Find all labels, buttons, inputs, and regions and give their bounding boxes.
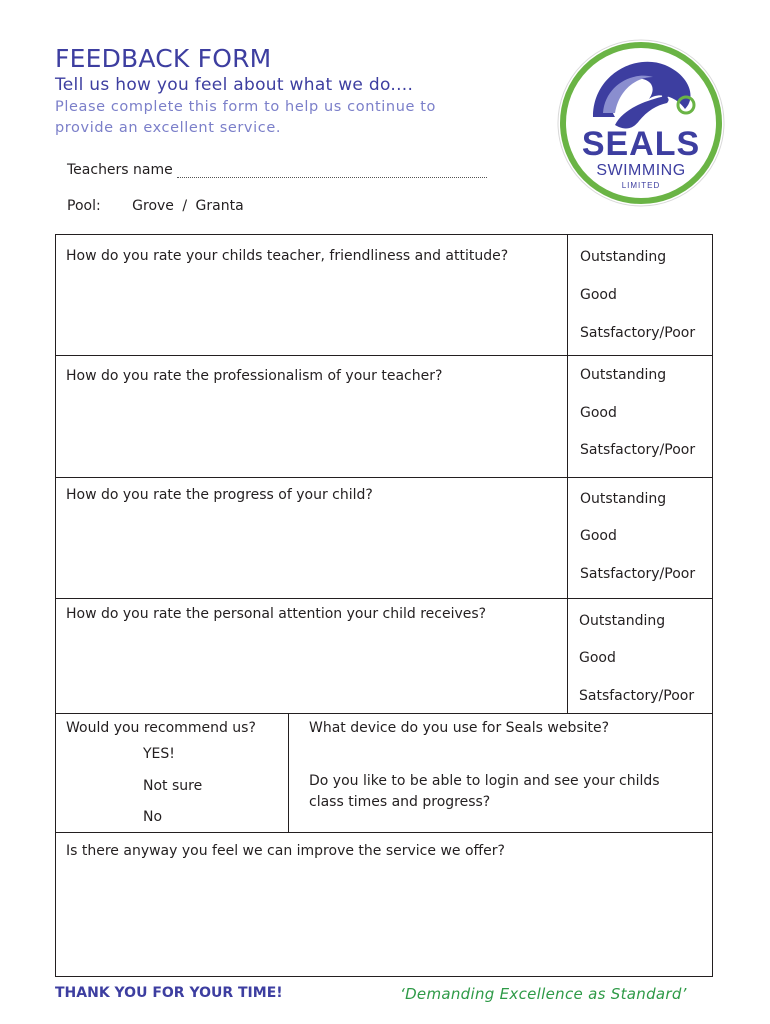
table-border-bottom — [55, 976, 713, 977]
pool-label: Pool: — [67, 198, 101, 214]
improve-answer-area[interactable] — [60, 868, 706, 972]
row-divider — [55, 832, 712, 833]
question-3: How do you rate the progress of your child? — [66, 487, 373, 503]
teacher-name-label: Teachers name — [67, 162, 173, 178]
q1-option-outstanding[interactable]: Outstanding — [580, 249, 667, 265]
q4-option-outstanding[interactable]: Outstanding — [579, 613, 666, 629]
row-divider — [55, 477, 712, 478]
table-border-right — [712, 234, 713, 977]
q3-option-good[interactable]: Good — [580, 528, 617, 544]
device-question: What device do you use for Seals website? — [309, 720, 610, 736]
recommend-option-not-sure[interactable]: Not sure — [143, 778, 203, 794]
pool-options[interactable]: Grove / Granta — [132, 198, 244, 214]
recommend-option-yes[interactable]: YES! — [143, 746, 175, 762]
q2-option-good[interactable]: Good — [580, 405, 617, 421]
improve-question: Is there anyway you feel we can improve the service we offer? — [66, 843, 505, 859]
teacher-name-input-line[interactable] — [177, 164, 487, 178]
q3-option-satisfactory-poor[interactable]: Satsfactory/Poor — [580, 566, 696, 582]
question-1: How do you rate your childs teacher, friendliness and attitude? — [66, 248, 509, 264]
logo-line2: SWIMMING — [596, 162, 686, 179]
row-divider — [55, 713, 712, 714]
question-2: How do you rate the professionalism of your teacher? — [66, 368, 443, 384]
row-divider — [55, 355, 712, 356]
q1-option-good[interactable]: Good — [580, 287, 617, 303]
question-4: How do you rate the personal attention your child receives? — [66, 606, 487, 622]
form-title: FEEDBACK FORM — [55, 44, 272, 73]
motto-text: ‘Demanding Excellence as Standard’ — [400, 985, 687, 1003]
q4-option-satisfactory-poor[interactable]: Satsfactory/Poor — [579, 688, 695, 704]
logo-line3: LIMITED — [621, 181, 661, 190]
login-question: Do you like to be able to login and see your childs class times and progress? — [309, 773, 660, 810]
recommend-question: Would you recommend us? — [66, 720, 256, 736]
teacher-name-field[interactable] — [67, 162, 487, 178]
pool-field — [67, 198, 244, 214]
q2-option-satisfactory-poor[interactable]: Satsfactory/Poor — [580, 442, 696, 458]
column-divider — [288, 713, 289, 833]
thank-you-text: THANK YOU FOR YOUR TIME! — [55, 985, 283, 1001]
q4-option-good[interactable]: Good — [579, 650, 616, 666]
table-border-top — [55, 234, 712, 235]
logo-name: SEALS — [581, 125, 701, 163]
q1-option-satisfactory-poor[interactable]: Satsfactory/Poor — [580, 325, 696, 341]
q2-option-outstanding[interactable]: Outstanding — [580, 367, 667, 383]
form-intro: Please complete this form to help us continue to provide an excellent service. — [55, 99, 436, 136]
table-border-left — [55, 234, 56, 977]
recommend-option-no[interactable]: No — [143, 809, 163, 825]
q3-option-outstanding[interactable]: Outstanding — [580, 491, 667, 507]
row-divider — [55, 598, 712, 599]
seals-swimming-logo — [553, 39, 729, 207]
form-subtitle: Tell us how you feel about what we do.... — [55, 75, 414, 95]
column-divider — [567, 234, 568, 714]
